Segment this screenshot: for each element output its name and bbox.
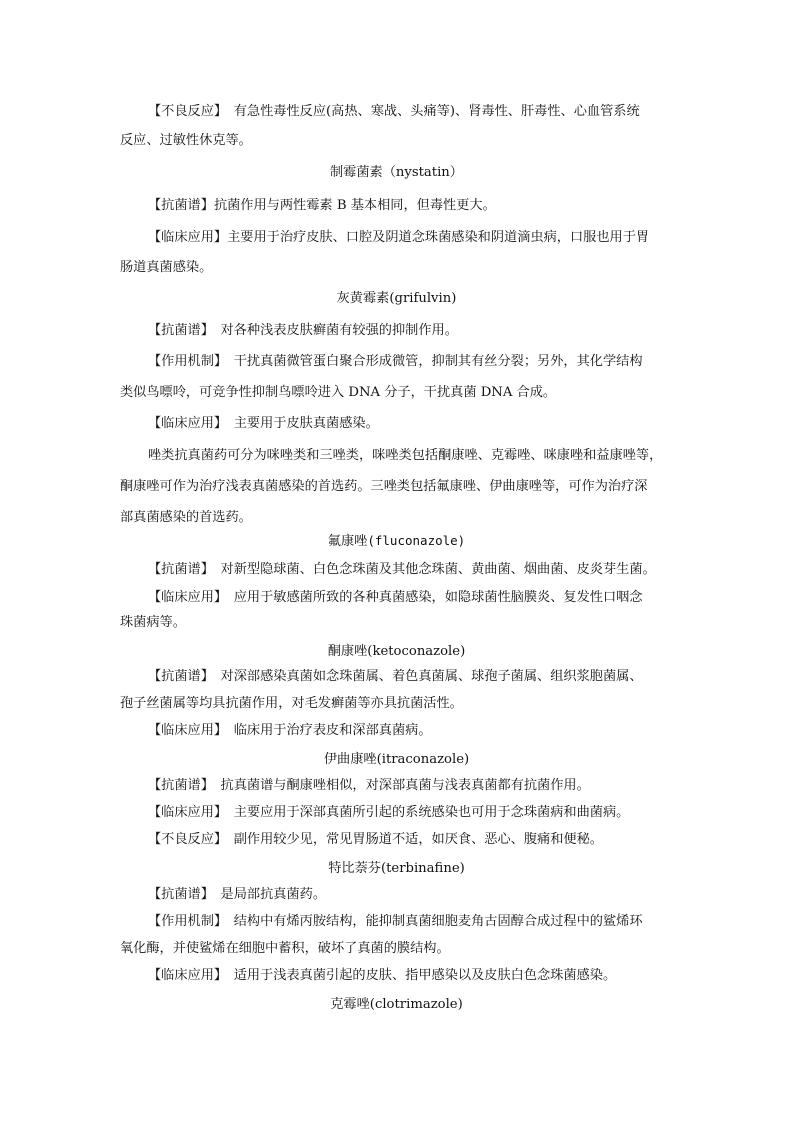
section-tag: 【抗菌谱】 bbox=[148, 669, 208, 684]
drug-title-griseofulvin: 灰黄霉素(grifulvin) bbox=[336, 291, 457, 306]
paragraph-line: 反应、过敏性休克等。 bbox=[120, 133, 252, 148]
paragraph-text: 是局部抗真菌药。 bbox=[207, 887, 327, 902]
paragraph-spectrum bbox=[148, 561, 656, 579]
drug-title-itraconazole: 伊曲康唑(itraconazole) bbox=[323, 752, 470, 767]
paragraph-adverse-reactions bbox=[148, 103, 640, 121]
section-tag: 【作用机制】 bbox=[148, 914, 221, 929]
paragraph-line: 酮康唑可作为治疗浅表真菌感染的首选药。三唑类包括氟康唑、伊曲康唑等，可作为治疗深 bbox=[120, 479, 648, 494]
drug-title-nystatin: 制霉菌素（nystatin） bbox=[329, 165, 463, 180]
title-english: (fluconazole) bbox=[367, 533, 466, 548]
paragraph-spectrum bbox=[148, 777, 590, 795]
paragraph-clinical-use bbox=[148, 415, 379, 433]
paragraph-text: 对新型隐球菌、白色念珠菌及其他念珠菌、黄曲菌、烟曲菌、皮炎芽生菌。 bbox=[207, 562, 656, 577]
paragraph-line: 肠道真菌感染。 bbox=[120, 260, 213, 275]
section-tag: 【临床应用】 bbox=[148, 590, 221, 605]
section-tag: 【临床应用】 bbox=[148, 723, 221, 738]
paragraph-clinical-use bbox=[148, 229, 649, 247]
paragraph-text: 主要用于治疗皮肤、口腔及阴道念珠菌感染和阴道滴虫病，口服也用于胃 bbox=[227, 230, 650, 245]
section-tag: 【临床应用】 bbox=[148, 230, 228, 245]
paragraph-spectrum bbox=[148, 322, 458, 340]
paragraph-text: 抗真菌谱与酮康唑相似，对深部真菌与浅表真菌都有抗菌作用。 bbox=[207, 778, 590, 793]
paragraph-line: 类似鸟嘌呤，可竞争性抑制鸟嘌呤进入 DNA 分子，干扰真菌 DNA 合成。 bbox=[120, 385, 557, 400]
section-tag: 【抗菌谱】 bbox=[148, 887, 208, 902]
paragraph-clinical-use bbox=[148, 589, 643, 607]
section-tag: 【不良反应】 bbox=[148, 104, 221, 119]
drug-title-fluconazole bbox=[0, 532, 793, 551]
section-tag: 【临床应用】 bbox=[148, 805, 221, 820]
drug-title-terbinafine: 特比萘芬(terbinafine) bbox=[328, 861, 465, 876]
paragraph-clinical-use bbox=[148, 967, 616, 985]
section-tag: 【不良反应】 bbox=[148, 832, 221, 847]
paragraph-spectrum bbox=[148, 886, 326, 904]
paragraph-adverse-reactions bbox=[148, 831, 603, 849]
paragraph-text: 抗菌作用与两性霉素 B 基本相同，但毒性更大。 bbox=[213, 198, 496, 213]
paragraph-azoles-intro: 唑类抗真菌药可分为咪唑类和三唑类，咪唑类包括酮康唑、克霉唑、咪康唑和益康唑等， bbox=[148, 448, 663, 463]
paragraph-text: 对深部感染真菌如念珠菌属、着色真菌属、球孢子菌属、组织浆胞菌属、 bbox=[207, 669, 643, 684]
paragraph-text: 对各种浅表皮肤癣菌有较强的抑制作用。 bbox=[207, 323, 458, 338]
section-tag: 【抗菌谱】 bbox=[148, 323, 208, 338]
drug-title-clotrimazole: 克霉唑(clotrimazole) bbox=[330, 997, 463, 1012]
section-tag: 【作用机制】 bbox=[148, 354, 221, 369]
paragraph-text: 应用于敏感菌所致的各种真菌感染，如隐球菌性脑膜炎、复发性口咽念 bbox=[220, 590, 643, 605]
paragraph-text: 有急性毒性反应(高热、寒战、头痛等)、肾毒性、肝毒性、心血管系统 bbox=[220, 104, 640, 119]
paragraph-line: 氧化酶，并使鲨烯在细胞中蓄积，破坏了真菌的膜结构。 bbox=[120, 941, 450, 956]
paragraph-text: 结构中有烯丙胺结构，能抑制真菌细胞麦角古固醇合成过程中的鲨烯环 bbox=[220, 914, 643, 929]
paragraph-line: 部真菌感染的首选药。 bbox=[120, 510, 252, 525]
drug-title-ketoconazole: 酮康唑(ketoconazole) bbox=[327, 644, 466, 659]
paragraph-text: 主要用于皮肤真菌感染。 bbox=[220, 416, 379, 431]
paragraph-clinical-use bbox=[148, 722, 432, 740]
paragraph-text: 适用于浅表真菌引起的皮肤、指甲感染以及皮肤白色念珠菌感染。 bbox=[220, 968, 617, 983]
paragraph-line: 珠菌病等。 bbox=[120, 615, 186, 630]
section-tag: 【临床应用】 bbox=[148, 416, 221, 431]
paragraph-text: 干扰真菌微管蛋白聚合形成微管，抑制其有丝分裂；另外，其化学结构 bbox=[220, 354, 643, 369]
paragraph-mechanism bbox=[148, 353, 643, 371]
section-tag: 【抗菌谱】 bbox=[148, 778, 208, 793]
paragraph-clinical-use bbox=[148, 804, 629, 822]
section-tag: 【抗菌谱】 bbox=[148, 198, 214, 213]
paragraph-text: 临床用于治疗表皮和深部真菌病。 bbox=[220, 723, 432, 738]
section-tag: 【抗菌谱】 bbox=[148, 562, 208, 577]
paragraph-mechanism bbox=[148, 913, 643, 931]
title-chinese: 氟康唑 bbox=[327, 534, 368, 549]
paragraph-spectrum bbox=[148, 197, 496, 215]
section-tag: 【临床应用】 bbox=[148, 968, 221, 983]
paragraph-text: 副作用较少见，常见胃肠道不适，如厌食、恶心、腹痛和便秘。 bbox=[220, 832, 603, 847]
paragraph-spectrum bbox=[148, 668, 643, 686]
paragraph-text: 主要应用于深部真菌所引起的系统感染也可用于念珠菌病和曲菌病。 bbox=[220, 805, 630, 820]
paragraph-line: 孢子丝菌属等均具抗菌作用，对毛发癣菌等亦具抗菌活性。 bbox=[120, 696, 463, 711]
